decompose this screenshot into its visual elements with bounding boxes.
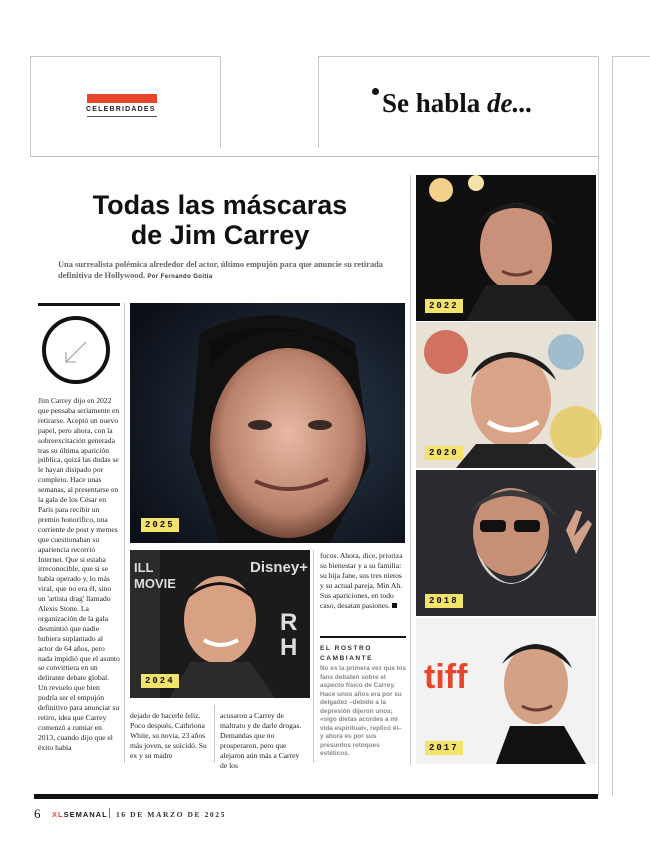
footer-rule bbox=[34, 794, 598, 799]
svg-text:MOVIE: MOVIE bbox=[134, 576, 176, 591]
col-divider-4 bbox=[410, 175, 411, 765]
column-1-text: Jim Carrey dijo en 2022 que pensaba seriamente en retirarse. Aceptó un nuevo papel, pero ahora, con la sobreexcitación generada tras su última aparición pública, quizá las dudas se le hayan disipado por completo. Hace unas semanas, al presentarse en la gala de los César en París para recibir un premio honorífico, una corriente de post y memes que cuestionaban su apariencia recorrió Internet. Que si estaba irreconocible, que si se había operado y, lo más viral, que no era él, sino un 'artista drag' llamado Alexis Stone. La organización de la gala desmintió que nadie hubiera suplantado al actor de 64 años, pero nada impidió que el asunto se convirtiera en un delirante debate global. Un revuelo que bien podría ser el empujón definitivo para anunciar su retiro, idea que Carrey comenzó a rumiar en 2013, cuando dijo que el éxito había bbox=[38, 396, 120, 752]
column-2-text: dejado de hacerle feliz. Poco después, Cathriona White, su novia, 23 años más joven, se suicidó. Su ex y su madre bbox=[130, 711, 207, 760]
section-color-bar bbox=[87, 94, 157, 103]
end-mark-icon bbox=[392, 603, 397, 608]
title-line-1: Todas las máscaras bbox=[92, 190, 348, 220]
next-page-rule bbox=[612, 56, 650, 57]
brand-prefix: Se habla bbox=[382, 88, 488, 118]
section-label: CELEBRIDADES bbox=[86, 106, 156, 113]
article-subtitle bbox=[58, 260, 388, 282]
year-tag-main: 2025 bbox=[141, 518, 179, 532]
header-top-rule-right bbox=[318, 56, 598, 57]
year-tag-second: 2024 bbox=[141, 674, 179, 688]
column-4-text bbox=[320, 551, 406, 631]
magazine-name bbox=[52, 810, 108, 819]
column-top-bar bbox=[38, 303, 120, 306]
header-mid-divider-2 bbox=[318, 56, 319, 148]
sidebar-title-1: EL ROSTRO bbox=[320, 645, 372, 652]
year-tag-2018: 2018 bbox=[425, 594, 463, 608]
year-tag-2022: 2022 bbox=[425, 299, 463, 313]
sidebar-text: No es la primera vez que los fans debaten sobre el aspecto físico de Carrey. Hace unos años era por su delgadez –debido a la depresión dijeron unos; «sigo dietas acordes a mi vida espiritual», replicó él– y ahora es por sus presuntos retoques estéticos. bbox=[320, 665, 406, 757]
year-tag-2020: 2020 bbox=[425, 446, 463, 460]
col-divider-3 bbox=[313, 550, 314, 763]
svg-text:ILL: ILL bbox=[134, 560, 154, 575]
brand-emphasis: de... bbox=[487, 88, 533, 118]
section-underline bbox=[87, 116, 157, 117]
header-left-divider bbox=[30, 56, 31, 156]
magazine-prefix: XL bbox=[52, 810, 64, 819]
column-4-body: focos. Ahora, dice, prioriza su bienestar y a su familia: su hija Jane, sus tres nietos y su actual pareja, Min Ah. Sus apariciones, en todo caso, desatan pasiones. bbox=[320, 551, 403, 610]
sidebar-title-2: CAMBIANTE bbox=[320, 655, 374, 662]
brand-title bbox=[382, 88, 533, 119]
svg-text:R: R bbox=[280, 609, 298, 636]
header-bottom-rule bbox=[30, 156, 598, 157]
title-line-2: de Jim Carrey bbox=[130, 220, 310, 250]
next-page-divider bbox=[612, 56, 613, 796]
arrow-diagonal-icon bbox=[46, 320, 106, 380]
header-mid-divider bbox=[220, 56, 221, 148]
arrow-circle-icon bbox=[42, 316, 110, 384]
svg-text:tiff: tiff bbox=[424, 658, 468, 696]
byline: Por Fernando Goitia bbox=[147, 273, 213, 280]
svg-text:H: H bbox=[280, 634, 298, 661]
brand-dot-icon bbox=[372, 88, 379, 95]
col-divider-2 bbox=[214, 705, 215, 763]
page-number: 6 bbox=[34, 806, 41, 821]
issue-date: 16 DE MARZO DE 2025 bbox=[116, 810, 226, 819]
subtitle-text: Una surrealista polémica alrededor del actor, último empujón para que anuncie su retirada definitiva de Hollywood. bbox=[58, 260, 383, 280]
magazine-suffix: SEMANAL bbox=[63, 810, 108, 819]
main-photo bbox=[130, 303, 405, 543]
article-title bbox=[35, 190, 405, 250]
year-tag-2017: 2017 bbox=[425, 741, 463, 755]
svg-text:Disney+: Disney+ bbox=[250, 559, 308, 576]
footer-divider bbox=[109, 808, 110, 818]
col-divider-1 bbox=[124, 303, 125, 763]
header-top-rule bbox=[30, 56, 220, 57]
sidebar-top-bar bbox=[320, 636, 406, 638]
column-3-text: acusaron a Carrey de maltrato y de darle drogas. Demandas que no prosperaron, pero que alejaron aún más a Carrey de los bbox=[220, 711, 302, 770]
